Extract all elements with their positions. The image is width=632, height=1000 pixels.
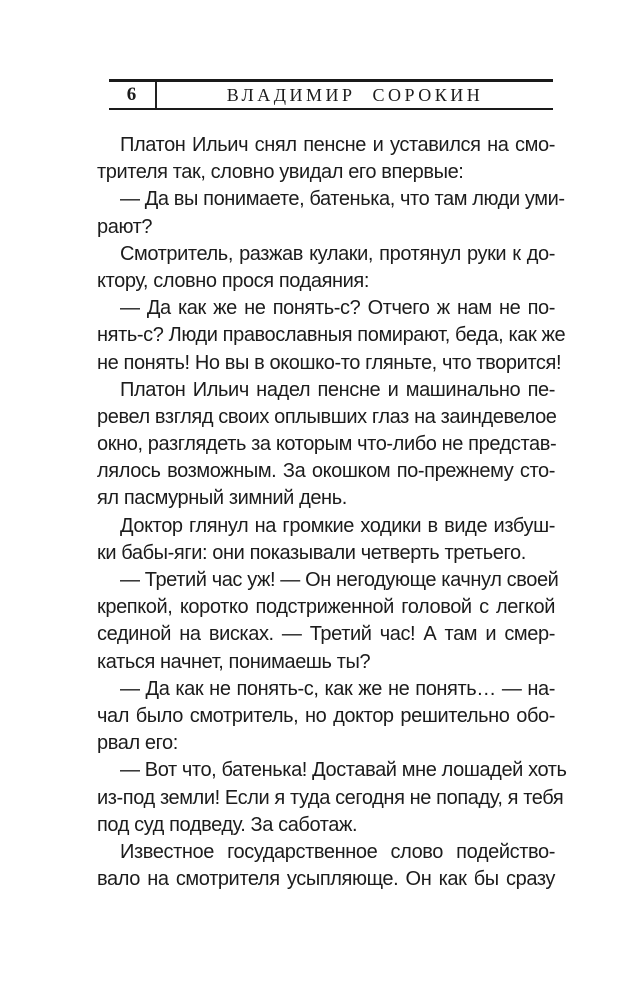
text-line: — Третий час уж! — Он негодующе качнул своей xyxy=(120,569,559,591)
text-line: каться начнет, понимаешь ты? xyxy=(97,650,371,673)
text-line: рают? xyxy=(97,215,153,238)
text-line: Платон Ильич надел пенсне и машинально пе- xyxy=(120,378,555,401)
text-line: сединой на висках. — Третий час! А там и смер- xyxy=(97,623,555,646)
running-title: ВЛАДИМИР СОРОКИН xyxy=(226,85,484,105)
body-text xyxy=(97,132,567,893)
text-line: не понять! Но вы в окошко-то гляньте, что творится! xyxy=(97,351,562,374)
text-line: Доктор глянул на громкие ходики в виде избуш- xyxy=(120,514,555,537)
text-line: трителя так, словно увидал его впервые: xyxy=(97,161,464,184)
text-line: нять-с? Люди православныя помирают, беда, как же xyxy=(97,324,566,347)
text-line: под суд подведу. За саботаж. xyxy=(97,813,358,836)
page-number: 6 xyxy=(126,84,138,105)
text-line: — Да как не понять-с, как же не понять… — на- xyxy=(120,677,555,700)
running-header xyxy=(109,79,553,110)
text-line: рвал его: xyxy=(97,732,178,755)
text-line: ял пасмурный зимний день. xyxy=(97,487,347,510)
text-line: — Вот что, батенька! Доставай мне лошадей хоть xyxy=(120,759,567,782)
text-line: Смотритель, разжав кулаки, протянул руки к до- xyxy=(120,242,555,265)
text-line: чал было смотритель, но доктор решительно обо- xyxy=(97,704,555,727)
header-row xyxy=(109,82,553,108)
text-line: крепкой, коротко подстриженной головой с легкой xyxy=(97,596,555,619)
text-line: ревел взгляд своих оплывших глаз на заиндевелое xyxy=(97,405,557,428)
text-line: ки бабы-яги: они показывали четверть третьего. xyxy=(97,541,526,564)
text-line: Платон Ильич снял пенсне и уставился на смо- xyxy=(120,134,555,156)
text-line: Известное государственное слово подейство- xyxy=(120,840,555,863)
text-line: лялось возможным. За окошком по-прежнему сто- xyxy=(97,460,555,483)
text-line: окно, разглядеть за которым что-либо не представ- xyxy=(97,433,557,456)
text-line: — Да вы понимаете, батенька, что там люди уми- xyxy=(120,188,565,211)
text-line: из-под земли! Если я туда сегодня не попаду, я тебя xyxy=(97,786,564,809)
text-line: — Да как же не понять-с? Отчего ж нам не по- xyxy=(120,297,555,320)
header-rule-bottom xyxy=(109,108,553,110)
text-line: ктору, словно прося подаяния: xyxy=(97,269,370,292)
text-line: вало на смотрителя усыпляюще. Он как бы сразу xyxy=(97,868,555,891)
